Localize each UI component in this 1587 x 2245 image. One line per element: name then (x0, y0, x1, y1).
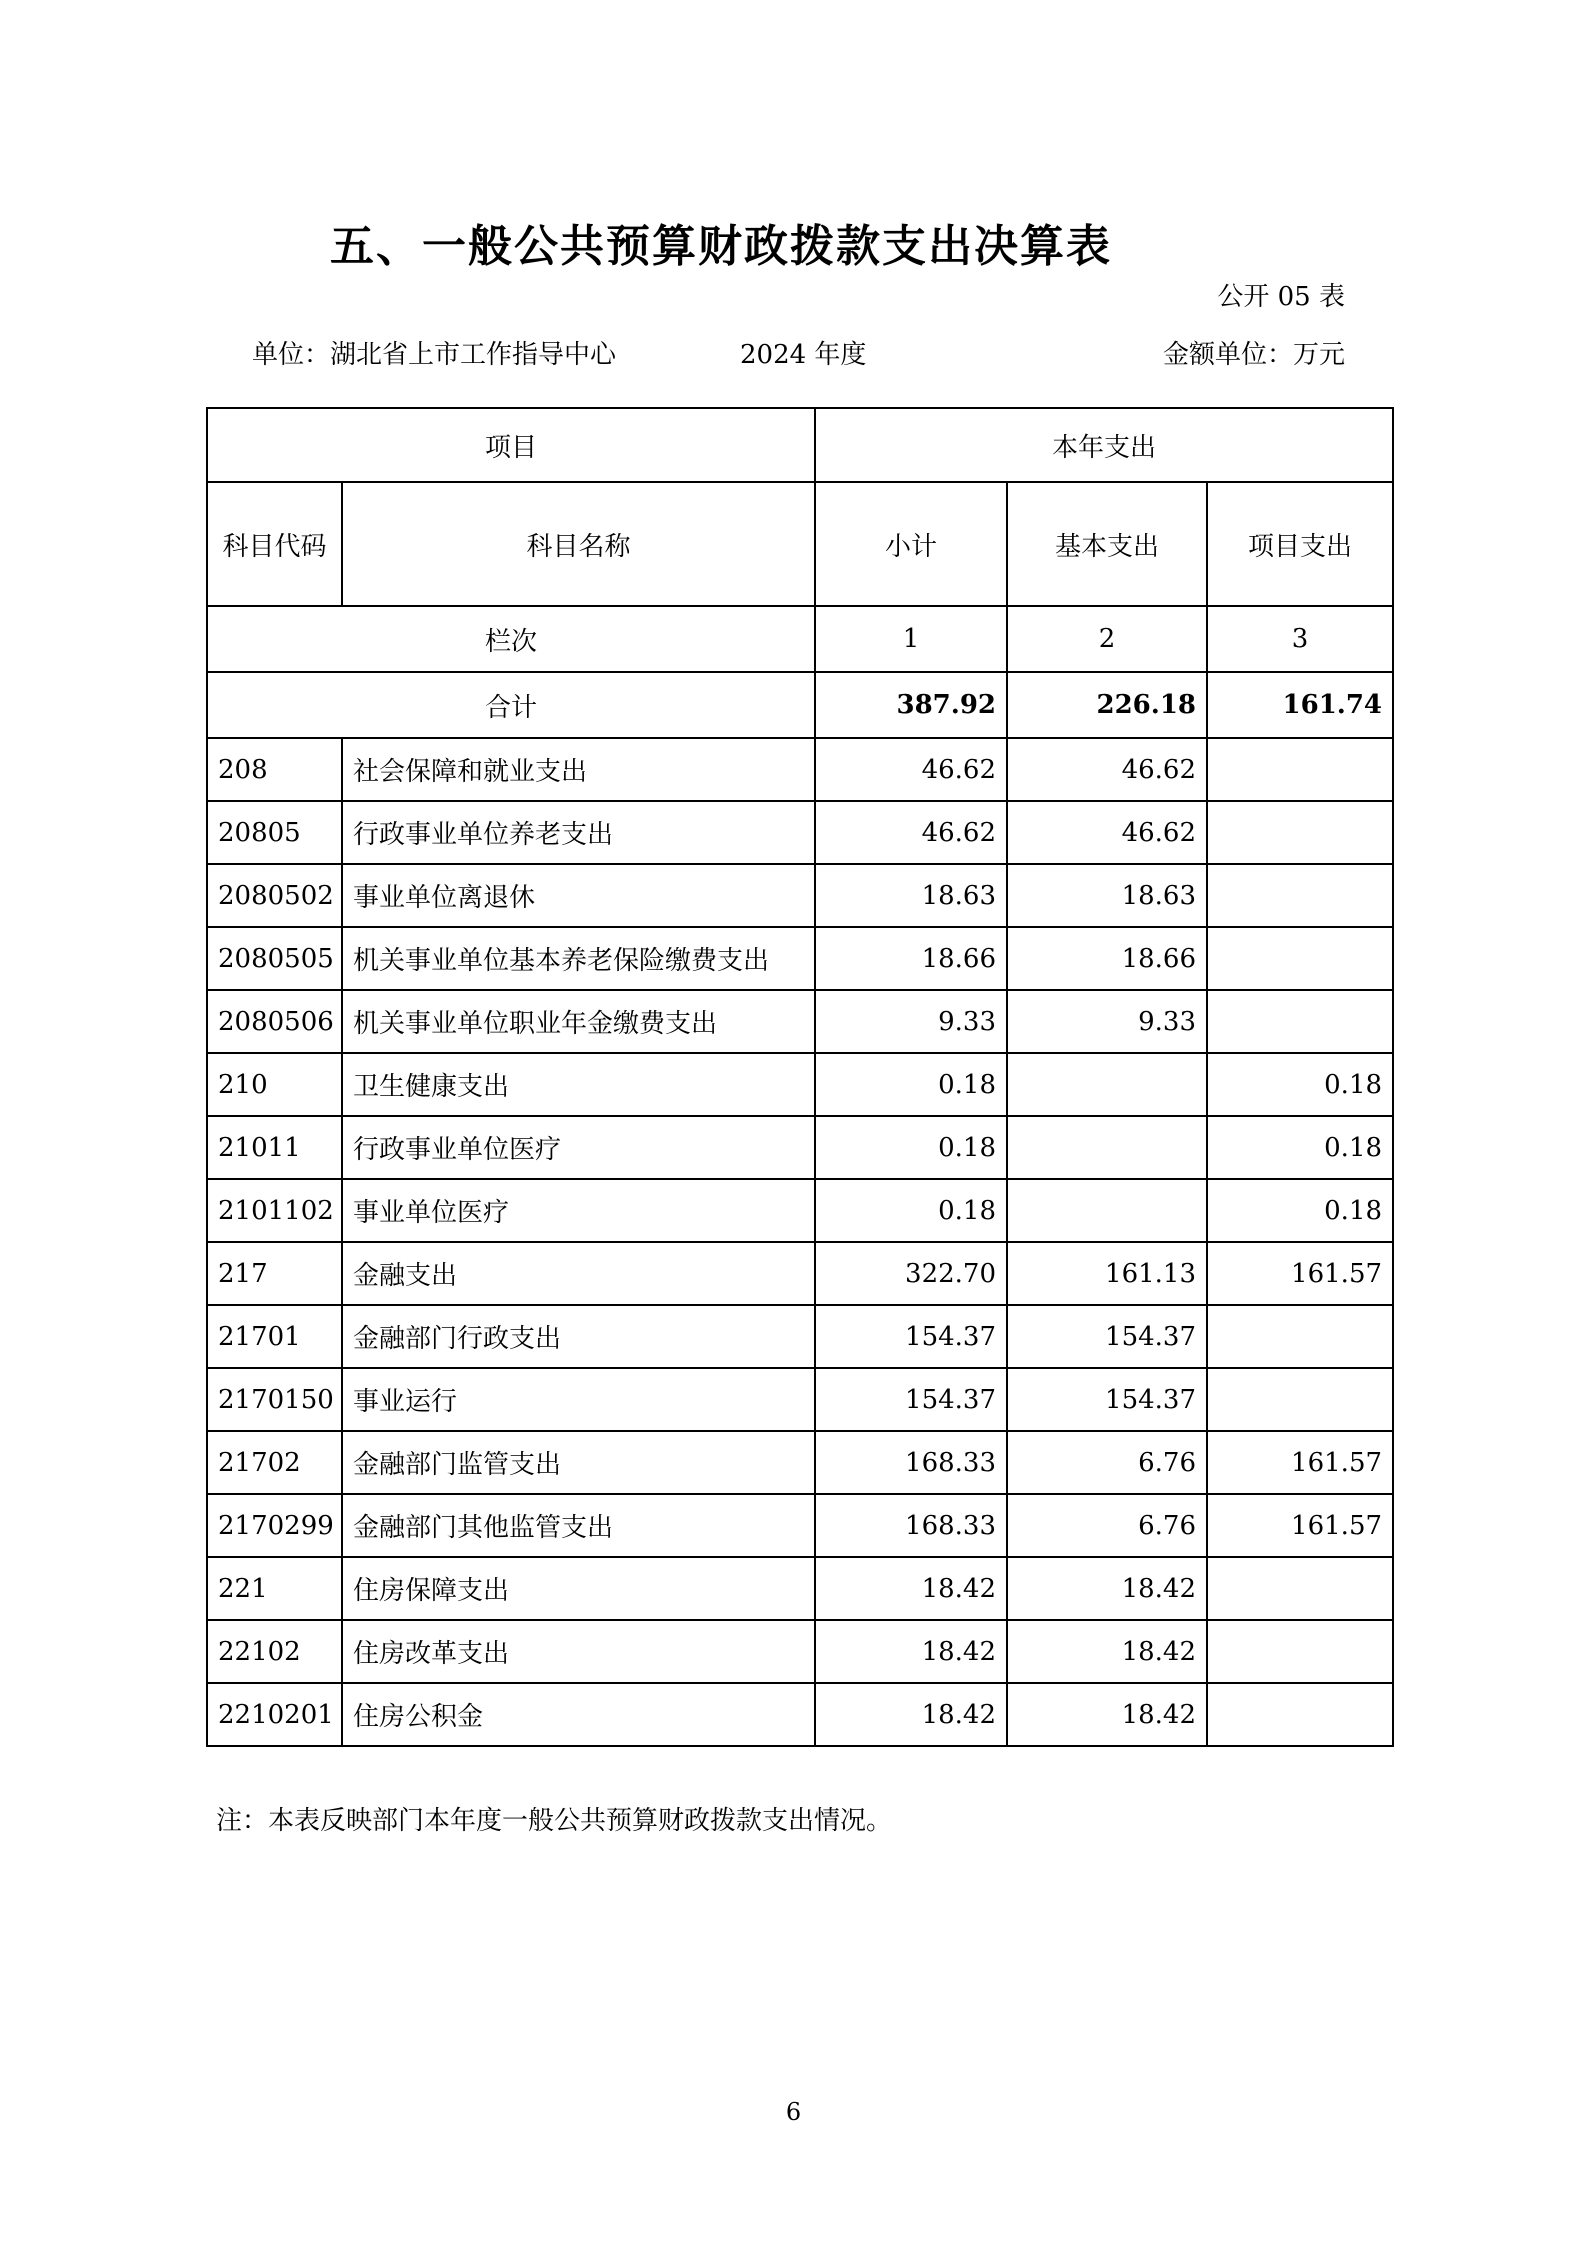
row-basic (1007, 1116, 1207, 1179)
table-row (207, 1179, 1393, 1242)
form-number: 公开 05 表 (1217, 282, 1345, 312)
row-name: 事业单位离退休 (342, 864, 815, 927)
table-row (207, 801, 1393, 864)
header-code: 科目代码 (207, 482, 342, 606)
header-project: 项目 (207, 408, 815, 482)
column-index-label: 栏次 (207, 606, 815, 672)
row-subtotal: 322.70 (815, 1242, 1007, 1305)
total-subtotal: 387.92 (815, 672, 1007, 738)
row-subtotal: 18.66 (815, 927, 1007, 990)
table-row (207, 1116, 1393, 1179)
table-row (207, 1305, 1393, 1368)
column-index-1: 1 (815, 606, 1007, 672)
row-code: 208 (207, 738, 342, 801)
row-code: 2080506 (207, 990, 342, 1053)
row-project: 161.57 (1207, 1494, 1393, 1557)
row-subtotal: 18.63 (815, 864, 1007, 927)
row-basic: 154.37 (1007, 1305, 1207, 1368)
row-project (1207, 1557, 1393, 1620)
row-name: 金融部门监管支出 (342, 1431, 815, 1494)
row-project (1207, 1683, 1393, 1746)
row-project (1207, 990, 1393, 1053)
header-current-year-expense: 本年支出 (815, 408, 1393, 482)
row-code: 22102 (207, 1620, 342, 1683)
header-row-2 (207, 482, 1393, 606)
row-name: 住房公积金 (342, 1683, 815, 1746)
column-index-row (207, 606, 1393, 672)
table-row (207, 927, 1393, 990)
row-subtotal: 0.18 (815, 1116, 1007, 1179)
table-note: 注：本表反映部门本年度一般公共预算财政拨款支出情况。 (216, 1806, 893, 1836)
table-row (207, 738, 1393, 801)
row-basic: 9.33 (1007, 990, 1207, 1053)
header-row-1 (207, 408, 1393, 482)
row-subtotal: 168.33 (815, 1431, 1007, 1494)
row-project (1207, 864, 1393, 927)
row-project (1207, 1620, 1393, 1683)
page-title: 五、一般公共预算财政拨款支出决算表 (330, 221, 1112, 272)
table-row (207, 1494, 1393, 1557)
reporting-unit: 单位：湖北省上市工作指导中心 (252, 340, 617, 370)
row-subtotal: 0.18 (815, 1053, 1007, 1116)
table-row (207, 1557, 1393, 1620)
row-project: 0.18 (1207, 1116, 1393, 1179)
amount-unit: 金额单位：万元 (1162, 340, 1345, 370)
row-code: 2080502 (207, 864, 342, 927)
row-code: 2101102 (207, 1179, 342, 1242)
header-subtotal: 小计 (815, 482, 1007, 606)
row-subtotal: 18.42 (815, 1683, 1007, 1746)
header-project-expense: 项目支出 (1207, 482, 1393, 606)
row-basic: 161.13 (1007, 1242, 1207, 1305)
row-subtotal: 46.62 (815, 801, 1007, 864)
column-index-2: 2 (1007, 606, 1207, 672)
expenditure-table (206, 407, 1394, 1747)
table-row (207, 1368, 1393, 1431)
row-code: 21702 (207, 1431, 342, 1494)
row-subtotal: 18.42 (815, 1620, 1007, 1683)
row-subtotal: 46.62 (815, 738, 1007, 801)
row-project (1207, 1368, 1393, 1431)
row-name: 金融部门其他监管支出 (342, 1494, 815, 1557)
row-code: 217 (207, 1242, 342, 1305)
row-basic: 46.62 (1007, 801, 1207, 864)
row-code: 2080505 (207, 927, 342, 990)
row-basic: 154.37 (1007, 1368, 1207, 1431)
row-basic: 18.66 (1007, 927, 1207, 990)
table-row (207, 1431, 1393, 1494)
row-basic: 6.76 (1007, 1431, 1207, 1494)
table-row (207, 1053, 1393, 1116)
row-project: 161.57 (1207, 1242, 1393, 1305)
total-row (207, 672, 1393, 738)
row-name: 行政事业单位医疗 (342, 1116, 815, 1179)
row-code: 210 (207, 1053, 342, 1116)
row-code: 2170299 (207, 1494, 342, 1557)
table-row (207, 1683, 1393, 1746)
row-project (1207, 1305, 1393, 1368)
row-code: 2170150 (207, 1368, 342, 1431)
row-project (1207, 801, 1393, 864)
column-index-3: 3 (1207, 606, 1393, 672)
row-basic: 46.62 (1007, 738, 1207, 801)
row-code: 221 (207, 1557, 342, 1620)
table-row (207, 990, 1393, 1053)
row-name: 机关事业单位基本养老保险缴费支出 (342, 927, 815, 990)
row-name: 事业单位医疗 (342, 1179, 815, 1242)
header-basic: 基本支出 (1007, 482, 1207, 606)
row-subtotal: 9.33 (815, 990, 1007, 1053)
fiscal-year: 2024 年度 (740, 340, 867, 370)
row-subtotal: 154.37 (815, 1305, 1007, 1368)
row-name: 社会保障和就业支出 (342, 738, 815, 801)
row-subtotal: 18.42 (815, 1557, 1007, 1620)
page-number: 6 (785, 2098, 802, 2126)
row-basic: 18.63 (1007, 864, 1207, 927)
row-basic: 18.42 (1007, 1683, 1207, 1746)
row-code: 2210201 (207, 1683, 342, 1746)
row-name: 住房保障支出 (342, 1557, 815, 1620)
row-name: 金融部门行政支出 (342, 1305, 815, 1368)
row-basic: 6.76 (1007, 1494, 1207, 1557)
row-name: 住房改革支出 (342, 1620, 815, 1683)
table-row (207, 1242, 1393, 1305)
row-subtotal: 154.37 (815, 1368, 1007, 1431)
row-basic (1007, 1053, 1207, 1116)
row-name: 机关事业单位职业年金缴费支出 (342, 990, 815, 1053)
total-label: 合计 (207, 672, 815, 738)
table-row (207, 1620, 1393, 1683)
row-name: 金融支出 (342, 1242, 815, 1305)
row-code: 21011 (207, 1116, 342, 1179)
row-name: 卫生健康支出 (342, 1053, 815, 1116)
header-name: 科目名称 (342, 482, 815, 606)
row-project (1207, 738, 1393, 801)
row-project: 0.18 (1207, 1179, 1393, 1242)
row-basic (1007, 1179, 1207, 1242)
row-basic: 18.42 (1007, 1557, 1207, 1620)
row-name: 行政事业单位养老支出 (342, 801, 815, 864)
row-subtotal: 168.33 (815, 1494, 1007, 1557)
row-project: 161.57 (1207, 1431, 1393, 1494)
total-basic: 226.18 (1007, 672, 1207, 738)
total-project: 161.74 (1207, 672, 1393, 738)
row-project: 0.18 (1207, 1053, 1393, 1116)
row-code: 20805 (207, 801, 342, 864)
row-subtotal: 0.18 (815, 1179, 1007, 1242)
table-row (207, 864, 1393, 927)
row-code: 21701 (207, 1305, 342, 1368)
row-basic: 18.42 (1007, 1620, 1207, 1683)
row-project (1207, 927, 1393, 990)
row-name: 事业运行 (342, 1368, 815, 1431)
